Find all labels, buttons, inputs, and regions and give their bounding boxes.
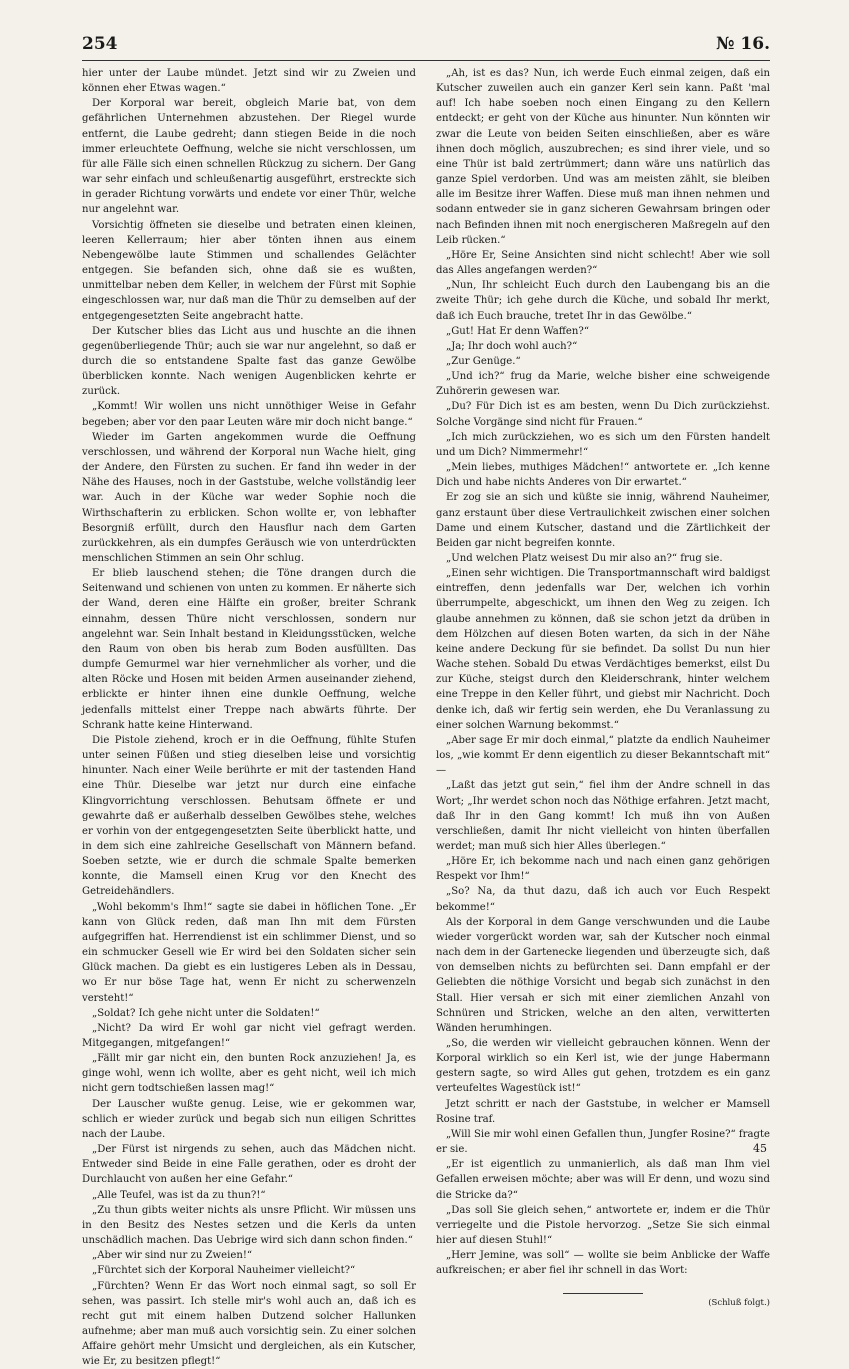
paragraph: Jetzt schritt er nach der Gaststube, in welcher er Mamsell Rosine traf. [436,1097,770,1127]
section-separator [563,1293,643,1294]
paragraph: Der Kutscher blies das Licht aus und huschte an die ihnen gegenüberliegende Thür; auch sie war nur angelehnt, so daß er durch die so entstandene Spalte fast das ganze Gewölbe überblicken konnte. Nach wenigen Augenblicken kehrte er zurück. [82,324,416,400]
paragraph: „Du? Für Dich ist es am besten, wenn Du Dich zurückziehst. Solche Vorgänge sind nicht für Frauen.“ [436,399,770,429]
left-column [82,66,416,1170]
paragraph: Er zog sie an sich und küßte sie innig, während Nauheimer, ganz erstaunt über diese Vertraulichkeit zwischen einer solchen Dame und einem Kutscher, dastand und die Zärtlichkeit der Beiden gar nicht begreifen konnte. [436,490,770,551]
paragraph: „Soldat? Ich gehe nicht unter die Soldaten!“ [82,1006,416,1021]
paragraph: „Ja; Ihr doch wohl auch?“ [436,339,770,354]
paragraph: „Gut! Hat Er denn Waffen?“ [436,324,770,339]
paragraph: Als der Korporal in dem Gange verschwunden und die Laube wieder vorgerückt worden war, sah der Kutscher noch einmal nach dem in der Gartenecke liegenden und überzeugte sich, daß von demselben nichts zu befürchten sei. Dann empfahl er der Geliebten die nöthige Vorsicht und begab sich zunächst in den Stall. Hier versah er sich mit einer ziemlichen Anzahl von Schnüren und Stricken, welche an den alten, verwitterten Wänden herumhingen. [436,915,770,1036]
paragraph: Er blieb lauschend stehen; die Töne drangen durch die Seitenwand und schienen von unten zu kommen. Er näherte sich der Wand, deren eine Hälfte ein großer, breiter Schrank einnahm, dessen Thüre nicht verschlossen, sondern nur angelehnt war. Sein Inhalt bestand in Kleidungsstücken, welche den Raum von oben bis herab zum Boden ausfüllten. Das dumpfe Gemurmel war hier vernehmlicher als vorher, und die alten Röcke und Hosen mit beiden Armen auseinander ziehend, erblickte er hinter ihnen eine dunkle Oeffnung, welche jedenfalls mittelst einer Treppe nach abwärts führte. Der Schrank hatte keine Hinterwand. [82,566,416,733]
paragraph: „So, die werden wir vielleicht gebrauchen können. Wenn der Korporal wirklich so ein Kerl ist, wie der junge Habermann gestern sagte, so wird Alles gut gehen, trotzdem es ein ganz verteufeltes Wagestück ist!“ [436,1036,770,1097]
paragraph: „Kommt! Wir wollen uns nicht unnöthiger Weise in Gefahr begeben; aber vor den paar Leuten wäre mir doch nicht bange.“ [82,399,416,429]
paragraph: „Ah, ist es das? Nun, ich werde Euch einmal zeigen, daß ein Kutscher zuweilen auch ein ganzer Kerl sein kann. Paßt 'mal auf! Ich habe soeben noch einen Eingang zu den Kellern entdeckt; er geht von der Küche aus hinunter. Nun könnten wir zwar die Leute von beiden Seiten einschließen, aber es wäre ihnen doch möglich, auszubrechen; es sind ihrer viele, und so eine Thür ist bald zertrümmert; dann wäre uns natürlich das ganze Spiel verdorben. Und was am meisten zählt, sie bleiben alle im Besitze ihrer Waffen. Diese muß man ihnen nehmen und sodann entweder sie in ganz sicheren Gewahrsam bringen oder nach Befinden ihnen mit noch energischeren Maßregeln auf den Leib rücken.“ [436,66,770,248]
paragraph: Der Korporal war bereit, obgleich Marie bat, von dem gefährlichen Unternehmen abzustehen. Der Riegel wurde entfernt, die Laube gedreht; dann stiegen Beide in die noch immer erleuchtete Oeffnung, welche sie nicht verschlossen, um für alle Fälle sich einen schnellen Rückzug zu sichern. Der Gang war sehr einfach und schleußenartig ausgeführt, erstreckte sich in gerader Richtung vorwärts und endete vor einer Thür, welche nur angelehnt war. [82,96,416,217]
paragraph: „Ich mich zurückziehen, wo es sich um den Fürsten handelt und um Dich? Nimmermehr!“ [436,430,770,460]
paragraph: „So? Na, da thut dazu, daß ich auch vor Euch Respekt bekomme!“ [436,884,770,914]
page-number: 254 [82,34,118,54]
footer-number: 45 [753,1142,767,1155]
continuation-note: (Schluß folgt.) [436,1296,770,1311]
paragraph: „Höre Er, ich bekomme nach und nach einen ganz gehörigen Respekt vor Ihm!“ [436,854,770,884]
paragraph: „Nicht? Da wird Er wohl gar nicht viel gefragt werden. Mitgegangen, mitgefangen!“ [82,1021,416,1051]
page-header [82,30,770,60]
paragraph: „Zu thun gibts weiter nichts als unsre Pflicht. Wir müssen uns in den Besitz des Nestes setzen und die Kerls da unten unschädlich machen. Das Uebrige wird sich dann schon finden.“ [82,1203,416,1248]
paragraph: „Und welchen Platz weisest Du mir also an?“ frug sie. [436,551,770,566]
paragraph: „Herr Jemine, was soll“ — wollte sie beim Anblicke der Waffe aufkreischen; er aber fiel ihr schnell in das Wort: [436,1248,770,1278]
paragraph: „Zur Genüge.“ [436,354,770,369]
paragraph: „Wohl bekomm's Ihm!“ sagte sie dabei in höflichen Tone. „Er kann von Glück reden, daß man Ihn mit dem Fürsten aufgegriffen hat. Herrendienst ist ein schlimmer Dienst, und so ein schmucker Gesell wie Er wird bei den Soldaten sicher sein Glück machen. Da giebt es ein lustigeres Leben als in Dessau, wo Er nur böse Tage hat, wenn Er nicht zu scherwenzeln versteht!“ [82,900,416,1006]
paragraph: „Einen sehr wichtigen. Die Transportmannschaft wird baldigst eintreffen, denn jedenfalls war Der, welchen ich vorhin überrumpelte, abgeschickt, um ihnen den Weg zu zeigen. Ich glaube annehmen zu können, daß sie schon jetzt da drüben in dem Hölzchen auf diesen Boten warten, da sich in der Nähe keine andere Deckung für sie befindet. Da sollst Du nun hier Wache stehen. Sobald Du etwas Verdächtiges bemerkst, eilst Du zur Küche, steigst durch den Kleiderschrank, hinter welchem eine Treppe in den Keller führt, und giebst mir Nachricht. Doch denke ich, daß wir fertig sein werden, ehe Du Veranlassung zu einer solchen Warnung bekommst.“ [436,566,770,733]
paragraph: „Fürchten? Wenn Er das Wort noch einmal sagt, so soll Er sehen, was passirt. Ich stelle mir's wohl auch an, daß ich es recht gut mit einem halben Dutzend solcher Hallunken aufnehme; aber man muß auch vorsichtig sein. Zu einer solchen Affaire gehört mehr Umsicht und dergleichen, als ein Kutscher, wie Er, zu besitzen pflegt!“ [82,1279,416,1369]
paragraph: „Aber wir sind nur zu Zweien!“ [82,1248,416,1263]
paragraph: „Mein liebes, muthiges Mädchen!“ antwortete er. „Ich kenne Dich und habe nichts Anderes von Dir erwartet.“ [436,460,770,490]
paragraph: „Nun, Ihr schleicht Euch durch den Laubengang bis an die zweite Thür; ich gehe durch die Küche, und sobald Ihr merkt, daß ich Euch brauche, tretet Ihr in das Gewölbe.“ [436,278,770,323]
header-rule [82,60,770,61]
right-column [436,66,770,1170]
paragraph: Vorsichtig öffneten sie dieselbe und betraten einen kleinen, leeren Kellerraum; hier aber tönten ihnen aus einem Nebengewölbe laute Stimmen und schallendes Gelächter entgegen. Sie befanden sich, ohne daß sie es wußten, unmittelbar neben dem Keller, in welchem der Fürst mit Sophie eingeschlossen war, nur daß man die Thür zu demselben auf der entgegengesetzten Seite angebracht hatte. [82,218,416,324]
paragraph: „Er ist eigentlich zu unmanierlich, als daß man Ihm viel Gefallen erweisen möchte; aber was will Er denn, und wozu sind die Stricke da?“ [436,1157,770,1202]
paragraph: „Alle Teufel, was ist da zu thun?!“ [82,1188,416,1203]
paragraph: „Aber sage Er mir doch einmal,“ platzte da endlich Nauheimer los, „wie kommt Er denn eigentlich zu dieser Bekanntschaft mit“ — [436,733,770,778]
paragraph: Der Lauscher wußte genug. Leise, wie er gekommen war, schlich er wieder zurück und begab sich nun eiligen Schrittes nach der Laube. [82,1097,416,1142]
issue-number: № 16. [716,34,770,54]
paragraph: Die Pistole ziehend, kroch er in die Oeffnung, fühlte Stufen unter seinen Füßen und stieg dieselben leise und vorsichtig hinunter. Nach einer Weile berührte er mit der tastenden Hand eine Thür. Dieselbe war jetzt nur durch eine einfache Klingvorrichtung verschlossen. Behutsam öffnete er und gewahrte daß er außerhalb desselben Gewölbes stehe, welches er vorhin von der entgegengesetzten Seite überblickt hatte, und in dem sich eine zahlreiche Gesellschaft von Männern befand. Soeben setzte, wie er durch die schmale Spalte bemerken konnte, die Mamsell einen Krug vor den Knecht des Getreidehändlers. [82,733,416,900]
paragraph: „Will Sie mir wohl einen Gefallen thun, Jungfer Rosine?“ fragte er sie. [436,1127,770,1157]
paragraph: „Und ich?“ frug da Marie, welche bisher eine schweigende Zuhörerin gewesen war. [436,369,770,399]
paragraph: „Der Fürst ist nirgends zu sehen, auch das Mädchen nicht. Entweder sind Beide in eine Falle gerathen, oder es droht der Durchlaucht von außen her eine Gefahr.“ [82,1142,416,1187]
paragraph: „Laßt das jetzt gut sein,“ fiel ihm der Andre schnell in das Wort; „Ihr werdet schon noch das Nöthige erfahren. Jetzt macht, daß Ihr in den Gang kommt! Ich muß ihn von Außen verschließen, damit Ihr nicht vielleicht von hinten überfallen werdet; man muß sich hier Alles überlegen.“ [436,778,770,854]
paragraph: Wieder im Garten angekommen wurde die Oeffnung verschlossen, und während der Korporal nun Wache hielt, ging der Andere, den Fürsten zu suchen. Er fand ihn weder in der Nähe des Hauses, noch in der Gaststube, welche vollständig leer war. Auch in der Küche war weder Sophie noch die Wirthschafterin zu erblicken. Schon wollte er, von lebhafter Besorgniß erfüllt, durch den Hausflur nach dem Garten zurückkehren, als ein dumpfes Geräusch wie von unterdrückten menschlichen Stimmen an sein Ohr schlug. [82,430,416,566]
paragraph: hier unter der Laube mündet. Jetzt sind wir zu Zweien und können eher Etwas wagen.“ [82,66,416,96]
paragraph: „Fürchtet sich der Korporal Nauheimer vielleicht?“ [82,1263,416,1278]
paragraph: „Höre Er, Seine Ansichten sind nicht schlecht! Aber wie soll das Alles angefangen werden?“ [436,248,770,278]
paragraph: „Fällt mir gar nicht ein, den bunten Rock anzuziehen! Ja, es ginge wohl, wenn ich wollte, aber es geht nicht, weil ich mich nicht gern todtschießen lassen mag!“ [82,1051,416,1096]
paragraph: „Das soll Sie gleich sehen,“ antwortete er, indem er die Thür verriegelte und die Pistole hervorzog. „Setze Sie sich einmal hier auf diesen Stuhl!“ [436,1203,770,1248]
